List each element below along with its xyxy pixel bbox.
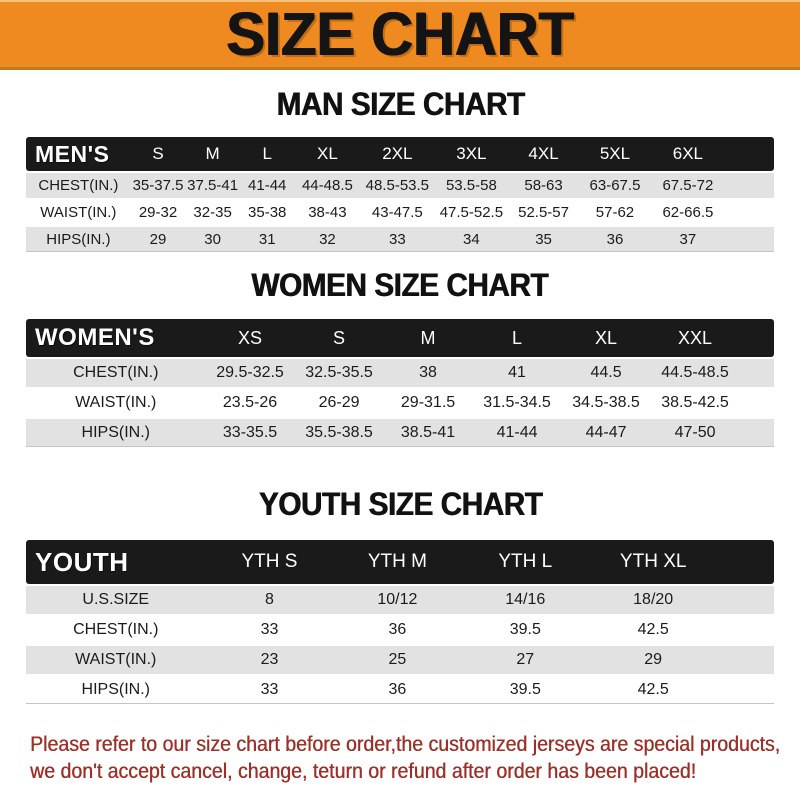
size-column-header: M [384, 319, 473, 357]
footer-line-1-text: Please refer to our size chart before order,the customized jerseys are special products, [30, 733, 781, 756]
measurement-row [26, 389, 774, 417]
size-value-cell: 34 [434, 227, 508, 252]
measurement-row [26, 227, 774, 252]
size-value-cell: 44.5 [562, 359, 651, 387]
size-value-cell: 57-62 [595, 204, 635, 221]
size-value-cell: 52.5-57 [518, 204, 569, 221]
youth-chart-heading-text: YOUTH SIZE CHART [258, 486, 542, 522]
measurement-row [26, 173, 774, 198]
size-column-header: YTH S [206, 540, 334, 584]
row-filler [740, 359, 774, 387]
size-column-header: 5XL [579, 137, 652, 171]
footer-note [30, 731, 800, 785]
footer-line-1 [30, 731, 800, 758]
footer-line-2-text: we don't accept cancel, change, teturn or refund after order has been placed! [30, 760, 697, 783]
size-column-header: YTH L [461, 540, 589, 584]
row-filler [725, 227, 774, 252]
row-filler [740, 389, 774, 417]
table-title: WOMEN'S [26, 319, 206, 357]
header-filler [717, 540, 774, 584]
size-value-cell: 31.5-34.5 [483, 394, 551, 411]
men-chart-section [26, 135, 774, 254]
measurement-row [26, 646, 774, 674]
size-value-cell: 38.5-42.5 [661, 394, 729, 411]
size-value-cell: 35.5-38.5 [295, 419, 384, 447]
size-value-cell: 37.5-41 [185, 173, 240, 198]
size-header-row [26, 137, 774, 171]
size-value-cell: 36 [579, 227, 652, 252]
row-filler [725, 173, 774, 198]
size-value-cell: 31 [240, 227, 295, 252]
size-value-cell: 23.5-26 [222, 394, 278, 411]
row-label: CHEST(IN.) [26, 359, 206, 387]
women-chart-section [26, 317, 774, 449]
row-label: CHEST(IN.) [26, 173, 131, 198]
row-filler [717, 676, 774, 704]
size-value-cell: 18/20 [589, 586, 717, 614]
size-value-cell: 44-48.5 [295, 173, 361, 198]
size-column-header: S [131, 137, 186, 171]
measurement-row [26, 359, 774, 387]
header-filler [725, 137, 774, 171]
size-value-cell: 32.5-35.5 [295, 359, 384, 387]
size-value-cell: 37 [651, 227, 724, 252]
size-column-header: M [185, 137, 240, 171]
size-value-cell: 58-63 [508, 173, 578, 198]
measurement-row [26, 419, 774, 447]
banner [0, 0, 800, 70]
row-filler [717, 646, 774, 674]
size-value-cell: 10/12 [333, 586, 461, 614]
size-value-cell: 25 [333, 646, 461, 674]
size-value-cell: 44.5-48.5 [651, 359, 740, 387]
youth-chart-heading [0, 487, 800, 521]
size-value-cell: 27 [461, 646, 589, 674]
size-value-cell: 33-35.5 [206, 419, 295, 447]
table-title: MEN'S [26, 137, 131, 171]
size-value-cell: 67.5-72 [651, 173, 724, 198]
size-value-cell: 42.5 [637, 621, 669, 638]
row-label: CHEST(IN.) [73, 621, 159, 638]
size-value-cell: 33 [360, 227, 434, 252]
size-value-cell: 44-47 [562, 419, 651, 447]
size-value-cell: 30 [185, 227, 240, 252]
row-label: U.S.SIZE [26, 586, 206, 614]
size-value-cell: 41-44 [473, 419, 562, 447]
man-chart-heading [0, 87, 800, 121]
size-column-header: L [240, 137, 295, 171]
women-size-table [26, 317, 774, 449]
row-label: HIPS(IN.) [26, 227, 131, 252]
measurement-row [26, 200, 774, 225]
footer-line-2 [30, 758, 800, 785]
size-value-cell: 32 [295, 227, 361, 252]
size-value-cell: 39.5 [461, 676, 589, 704]
size-value-cell: 8 [206, 586, 334, 614]
size-column-header: L [473, 319, 562, 357]
size-value-cell: 29 [589, 646, 717, 674]
size-value-cell: 47.5-52.5 [439, 204, 504, 221]
row-label: HIPS(IN.) [26, 676, 206, 704]
size-value-cell: 36 [388, 621, 407, 638]
size-column-header: XXL [651, 319, 740, 357]
size-column-header: 3XL [434, 137, 508, 171]
size-value-cell: 29 [131, 227, 186, 252]
row-filler [717, 586, 774, 614]
size-value-cell: 33 [206, 676, 334, 704]
measurement-row [26, 676, 774, 704]
size-value-cell: 36 [333, 676, 461, 704]
size-value-cell: 29.5-32.5 [206, 359, 295, 387]
header-filler [740, 319, 774, 357]
size-value-cell: 38.5-41 [384, 419, 473, 447]
size-value-cell: 32-35 [193, 204, 232, 221]
size-value-cell: 53.5-58 [434, 173, 508, 198]
men-size-table [26, 135, 774, 254]
measurement-row [26, 586, 774, 614]
size-column-header: XS [206, 319, 295, 357]
size-value-cell: 35-38 [248, 204, 287, 221]
size-column-header: XL [562, 319, 651, 357]
table-title: YOUTH [26, 540, 206, 584]
row-filler [740, 419, 774, 447]
size-column-header: S [295, 319, 384, 357]
size-value-cell: 34.5-38.5 [572, 394, 640, 411]
women-chart-heading-text: WOMEN SIZE CHART [251, 267, 549, 303]
size-value-cell: 35 [508, 227, 578, 252]
row-label: WAIST(IN.) [26, 646, 206, 674]
row-filler [717, 616, 774, 644]
size-value-cell: 43-47.5 [371, 204, 423, 221]
size-value-cell: 23 [206, 646, 334, 674]
size-header-row [26, 540, 774, 584]
size-value-cell: 14/16 [461, 586, 589, 614]
size-value-cell: 26-29 [318, 394, 360, 411]
women-chart-heading [0, 268, 800, 302]
size-value-cell: 29-32 [138, 204, 178, 221]
row-label: WAIST(IN.) [40, 204, 117, 221]
size-value-cell: 47-50 [651, 419, 740, 447]
man-chart-heading-text: MAN SIZE CHART [275, 86, 525, 122]
size-value-cell: 33 [260, 621, 279, 638]
size-header-row [26, 319, 774, 357]
row-label: HIPS(IN.) [26, 419, 206, 447]
youth-chart-section [26, 538, 774, 706]
measurement-row [26, 616, 774, 644]
size-value-cell: 38-43 [308, 204, 347, 221]
row-filler [725, 200, 774, 225]
size-value-cell: 62-66.5 [662, 204, 714, 221]
size-value-cell: 35-37.5 [131, 173, 186, 198]
size-value-cell: 41-44 [240, 173, 295, 198]
banner-title: SIZE CHART [226, 0, 574, 68]
size-column-header: 4XL [508, 137, 578, 171]
youth-size-table [26, 538, 774, 706]
size-column-header: 6XL [651, 137, 724, 171]
size-value-cell: 29-31.5 [400, 394, 456, 411]
size-column-header: XL [295, 137, 361, 171]
size-value-cell: 63-67.5 [579, 173, 652, 198]
size-value-cell: 42.5 [589, 676, 717, 704]
size-column-header: YTH XL [589, 540, 717, 584]
size-value-cell: 48.5-53.5 [360, 173, 434, 198]
size-column-header: YTH M [333, 540, 461, 584]
size-value-cell: 39.5 [509, 621, 541, 638]
size-column-header: 2XL [360, 137, 434, 171]
size-value-cell: 41 [473, 359, 562, 387]
row-label: WAIST(IN.) [75, 394, 157, 411]
size-value-cell: 38 [384, 359, 473, 387]
